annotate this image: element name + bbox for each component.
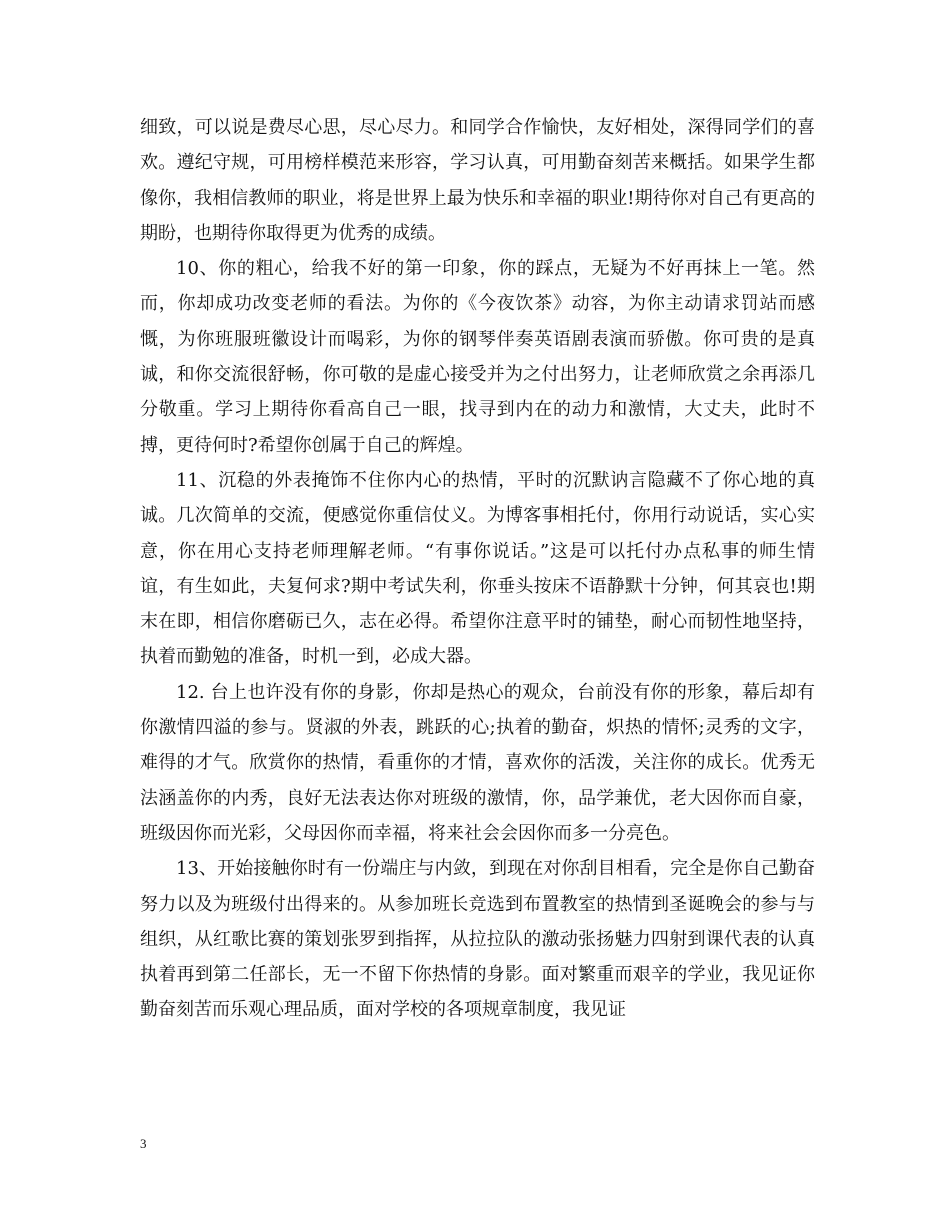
paragraph-comment-13: 13、开始接触你时有一份端庄与内敛，到现在对你刮目相看，完全是你自己勤奋努力以及为班级付出得来的。从参加班长竞选到布置教室的热情到圣诞晚会的参与与组织，从红歌比赛的策划张罗到指挥，从拉拉队的激动张扬魅力四射到课代表的认真执着再到第二任部长，无一不留下你热情的身影。面对繁重而艰辛的学业，我见证你勤奋刻苦而乐观心理品质，面对学校的各项规章制度，我见证: [140, 858, 815, 1021]
paragraph-comment-11: 11、沉稳的外表掩饰不住你内心的热情，平时的沉默讷言隐藏不了你心地的真诚。几次简单的交流，便感觉你重信仗义。为博客事相托付，你用行动说话，实心实意，你在用心支持老师理解老师。“有事你说话。”这是可以托付办点私事的师生情谊，有生如此，夫复何求?期中考试失利，你垂头按床不语静默十分钟，何其哀也!期末在即，相信你磨砺已久，志在必得。希望你注意平时的铺垫，耐心而韧性地坚持，执着而勤勉的准备，时机一到，必成大器。: [140, 469, 815, 668]
paragraph-comment-12: 12. 台上也许没有你的身影，你却是热心的观众，台前没有你的形象，幕后却有你激情四溢的参与。贤淑的外表，跳跃的心;执着的勤奋，炽热的情怀;灵秀的文字，难得的才气。欣赏你的热情，看重你的才情，喜欢你的活泼，关注你的成长。优秀无法涵盖你的内秀，良好无法表达你对班级的激情，你，品学兼优，老大因你而自豪，班级因你而光彩，父母因你而幸福，将来社会会因你而多一分亮色。: [140, 681, 815, 844]
paragraph-comment-10: 10、你的粗心，给我不好的第一印象，你的踩点，无疑为不好再抹上一笔。然而，你却成功改变老师的看法。为你的《今夜饮茶》动容，为你主动请求罚站而感慨，为你班服班徽设计而喝彩，为你的钢琴伴奏英语剧表演而骄傲。你可贵的是真诚，和你交流很舒畅，你可敬的是虚心接受并为之付出努力，让老师欣赏之余再添几分敬重。学习上期待你看高自己一眼，找寻到内在的动力和激情，大丈夫，此时不搏，更待何时?希望你创属于自己的辉煌。: [140, 258, 815, 456]
document-body: [140, 110, 815, 1028]
paragraph-continuation: 细致，可以说是费尽心思，尽心尽力。和同学合作愉快，友好相处，深得同学们的喜欢。遵纪守规，可用榜样模范来形容，学习认真，可用勤奋刻苦来概括。如果学生都像你，我相信教师的职业，将是世界上最为快乐和幸福的职业!期待你对自己有更高的期盼，也期待你取得更为优秀的成绩。: [140, 117, 815, 244]
page-number: 3: [140, 1136, 147, 1151]
